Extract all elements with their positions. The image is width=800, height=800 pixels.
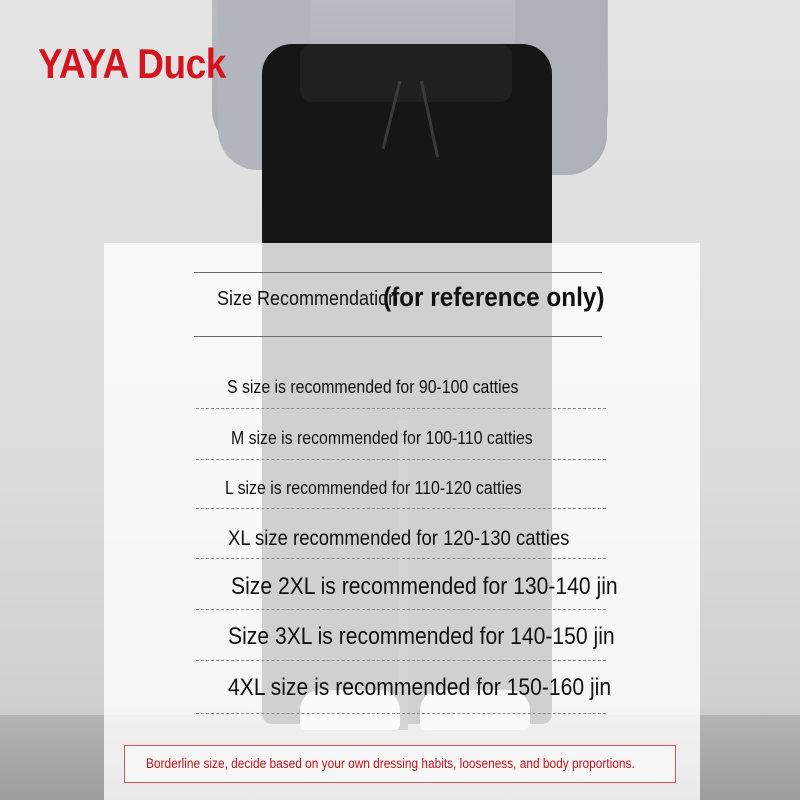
size-row-text: M size is recommended for 100-110 catties <box>231 428 533 448</box>
row-divider <box>196 408 606 409</box>
size-row-text: Size 3XL is recommended for 140-150 jin <box>228 623 615 650</box>
size-chart-panel <box>104 243 700 800</box>
size-row-text: Size 2XL is recommended for 130-140 jin <box>231 573 618 600</box>
size-chart-title <box>217 282 605 312</box>
row-divider <box>196 459 606 460</box>
waistband <box>300 44 512 102</box>
header-bottom-rule <box>194 336 602 337</box>
footnote-text: Borderline size, decide based on your own dressing habits, looseness, and body proportions. <box>146 756 635 771</box>
title-main: Size Recommendation <box>217 288 399 310</box>
row-divider <box>196 660 606 661</box>
row-divider <box>196 508 606 509</box>
size-row-text: S size is recommended for 90-100 catties <box>227 377 519 397</box>
size-row-text: XL size recommended for 120-130 catties <box>228 527 570 550</box>
header-top-rule <box>194 272 602 273</box>
title-suffix: (for reference only) <box>383 282 605 312</box>
size-row-text: L size is recommended for 110-120 catties <box>225 478 522 498</box>
row-divider <box>196 558 606 559</box>
row-divider <box>196 609 606 610</box>
row-divider <box>196 713 606 714</box>
size-row-text: 4XL size is recommended for 150-160 jin <box>228 674 612 701</box>
brand-logo: YAYA Duck <box>38 40 226 87</box>
